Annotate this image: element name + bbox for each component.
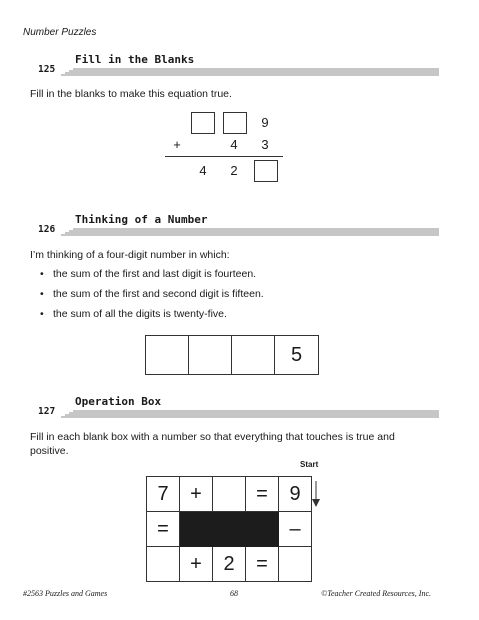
clue-item: • the sum of all the digits is twenty-five.	[40, 304, 264, 324]
puzzle-number: 127	[38, 406, 56, 417]
digit: 4	[199, 163, 207, 178]
blank-box[interactable]	[191, 112, 215, 134]
digit: 3	[261, 137, 269, 152]
instruction-line: Fill in each blank box with a number so that everything that touches is true and	[30, 431, 395, 443]
digit: 4	[230, 137, 238, 152]
clue-item: • the sum of the first and last digit is fourteen.	[40, 264, 264, 284]
puzzle-127-heading	[23, 395, 439, 423]
grid-cell: 7	[147, 477, 180, 512]
clue-list	[40, 264, 264, 324]
puzzle-127-instruction	[30, 430, 395, 458]
puzzle-title: Thinking of a Number	[75, 213, 208, 226]
blank-box[interactable]	[223, 112, 247, 134]
grid-cell: =	[246, 477, 279, 512]
puzzle-126-intro: I’m thinking of a four-digit number in which:	[30, 249, 230, 261]
footer-copyright: ©Teacher Created Resources, Inc.	[321, 589, 431, 598]
grid-cell-blank[interactable]	[213, 477, 246, 512]
start-label: Start	[300, 460, 319, 469]
puzzle-title: Fill in the Blanks	[75, 53, 195, 66]
sum-line	[165, 156, 283, 157]
grid-cell: +	[180, 547, 213, 582]
page-number: 68	[230, 589, 238, 598]
puzzle-title: Operation Box	[75, 395, 162, 408]
grid-cell: =	[147, 512, 180, 547]
instruction-line: positive.	[30, 445, 69, 457]
puzzle-number: 125	[38, 64, 56, 75]
blank-box[interactable]	[254, 160, 278, 182]
digit-box[interactable]	[189, 336, 232, 374]
plus-operator: +	[173, 137, 181, 152]
grid-cell: 9	[279, 477, 312, 512]
digit-box[interactable]	[146, 336, 189, 374]
footer-left: #2563 Puzzles and Games	[23, 589, 108, 598]
operation-box-grid	[146, 476, 312, 582]
puzzle-number: 126	[38, 224, 56, 235]
shaded-cell	[213, 512, 246, 547]
grid-cell: +	[180, 477, 213, 512]
digit: 9	[261, 115, 269, 130]
page-header-title: Number Puzzles	[23, 27, 97, 38]
clue-item: • the sum of the first and second digit is fifteen.	[40, 284, 264, 304]
grid-cell-blank[interactable]	[147, 547, 180, 582]
arrow-down-icon	[311, 481, 321, 507]
puzzle-125-heading	[23, 53, 439, 81]
grid-cell: =	[246, 547, 279, 582]
digit-box[interactable]	[232, 336, 275, 374]
shaded-cell	[180, 512, 213, 547]
four-digit-boxes	[145, 335, 319, 375]
shaded-cell	[246, 512, 279, 547]
puzzle-125-instruction: Fill in the blanks to make this equation true.	[30, 88, 232, 100]
puzzle-126-heading	[23, 213, 439, 241]
digit-box: 5	[290, 343, 303, 366]
grid-cell-blank[interactable]	[279, 547, 312, 582]
grid-cell: –	[279, 512, 312, 547]
grid-cell: 2	[213, 547, 246, 582]
digit: 2	[230, 163, 238, 178]
